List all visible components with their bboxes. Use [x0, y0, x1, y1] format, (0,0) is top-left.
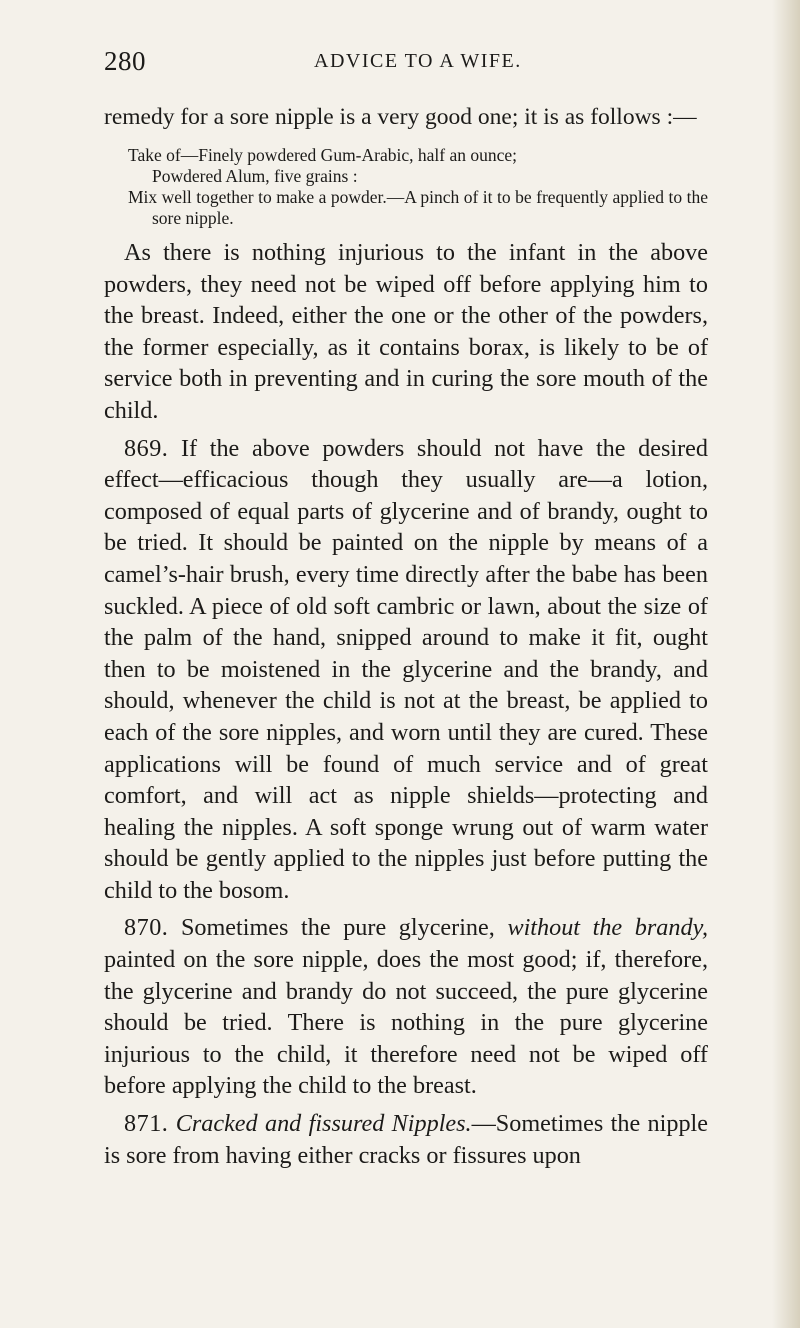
paragraph-text: painted on the sore nipple, does the most good; if, therefore, the glycerine and brandy do not succeed, the pure glycerine should be tried. There is nothing in the pure glycerine injurious to the child, it therefore need not be wiped off before applying the child to the breast.: [104, 946, 708, 1100]
recipe-block: [104, 145, 708, 229]
paragraph-number: 871.: [124, 1110, 169, 1138]
running-head: ADVICE TO A WIFE.: [314, 50, 522, 72]
recipe-line: Take of—Finely powdered Gum-Arabic, half an ounce;: [128, 145, 517, 165]
paragraph-powders: As there is nothing injurious to the infant in the above powders, they need not be wiped off before applying him to the breast. Indeed, either the one or the other of the powders, the former especially, as it contains borax, is likely to be of service both in preventing and in curing the sore mouth of the child.: [104, 239, 708, 424]
page-header: [104, 46, 704, 86]
paragraph-number: 869.: [124, 434, 169, 462]
paragraph-text: If the above powders should not have the desired effect—efficacious though they usually are—a lotion, composed of equal parts of glycerine and of brandy, ought to be tried. It should be painted on the nipple by means of a camel’s-hair brush, every time directly after the babe has been suckled. A piece of old soft cambric or lawn, about the size of the palm of the hand, snipped around to make it fit, ought then to be moistened in the glycerine and the brandy, and should, whenever the child is not at the breast, be applied to each of the sore nipples, and worn until they are cured. These applications will be found of much service and of great comfort, and will act as nipple shields—protecting and healing the nipples. A soft sponge wrung out of warm water should be gently applied to the nipples just before putting the child to the bosom.: [104, 434, 708, 904]
recipe-line: Mix well together to make a powder.—A pinch of it to be frequently applied to the sore nipple.: [128, 187, 708, 228]
paragraph-text: Sometimes the pure glycerine,: [180, 914, 495, 942]
page-number: 280: [104, 46, 146, 76]
paragraph-number: 870.: [124, 914, 169, 942]
emphasis-text: without the brandy,: [507, 914, 709, 942]
intro-paragraph: remedy for a sore nipple is a very good one; it is as follows :—: [104, 104, 697, 130]
page-edge-shadow: [772, 0, 800, 1328]
section-heading: Cracked and fissured Nipples.: [175, 1110, 472, 1138]
paragraph-text: —Sometimes the nipple is sore from having either cracks or fissures upon: [104, 1110, 708, 1169]
paragraph-871: [104, 1108, 708, 1171]
paragraph-870: [104, 912, 708, 1102]
recipe-line: Powdered Alum, five grains :: [152, 166, 358, 186]
paragraph-869: [104, 433, 708, 907]
page-body: [104, 104, 708, 1171]
